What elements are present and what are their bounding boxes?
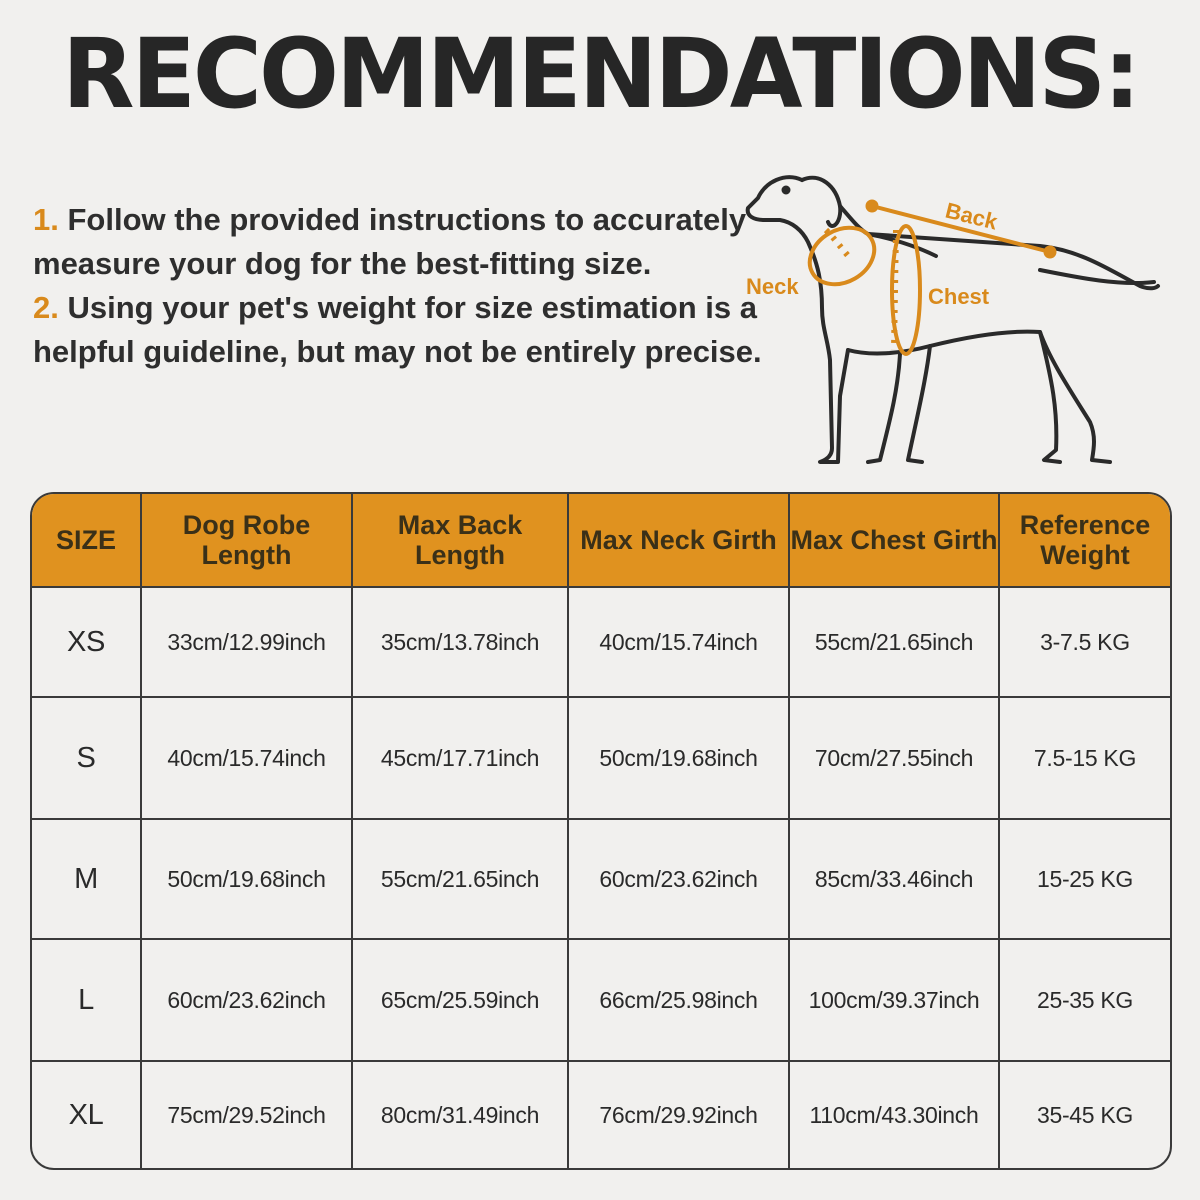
table-row	[32, 940, 1170, 1062]
instruction-2	[33, 286, 793, 374]
header-size: SIZE	[32, 494, 142, 586]
page-title: RECOMMENDATIONS:	[62, 18, 1138, 130]
table-cell: 35cm/13.78inch	[353, 588, 569, 696]
size-cell: XL	[32, 1062, 142, 1168]
size-cell: L	[32, 940, 142, 1060]
size-cell: M	[32, 820, 142, 938]
chest-label: Chest	[928, 284, 990, 309]
table-cell: 40cm/15.74inch	[142, 698, 353, 818]
instruction-text: Using your pet's weight for size estimation is a helpful guideline, but may not be entirely precise.	[33, 290, 762, 369]
header-neck-girth: Max Neck Girth	[569, 494, 790, 586]
table-cell: 3-7.5 KG	[1040, 628, 1130, 655]
dog-measurement-diagram	[740, 160, 1180, 480]
table-row	[32, 588, 1170, 698]
size-chart-table	[30, 492, 1172, 1170]
size-cell: S	[32, 698, 142, 818]
instruction-number: 1.	[33, 202, 59, 237]
table-cell: 60cm/23.62inch	[142, 940, 353, 1060]
table-cell: 33cm/12.99inch	[142, 588, 353, 696]
table-row	[32, 1062, 1170, 1168]
table-cell: 45cm/17.71inch	[353, 698, 569, 818]
table-cell: 65cm/25.59inch	[353, 940, 569, 1060]
neck-measurement	[800, 216, 885, 295]
back-label: Back	[942, 197, 1001, 235]
table-cell: 35-45 KG	[1036, 1101, 1134, 1128]
header-reference-weight: Reference Weight	[1019, 510, 1151, 570]
table-cell: 55cm/21.65inch	[790, 588, 1000, 696]
header-back-length: Max Back Length	[353, 494, 569, 586]
size-cell: XS	[32, 588, 142, 696]
table-cell: 76cm/29.92inch	[569, 1062, 790, 1168]
table-cell: 50cm/19.68inch	[142, 820, 353, 938]
header-robe-length: Dog Robe Length	[142, 494, 353, 586]
table-row	[32, 698, 1170, 820]
table-cell: 60cm/23.62inch	[569, 820, 790, 938]
table-cell: 50cm/19.68inch	[569, 698, 790, 818]
table-cell: 15-25 KG	[1036, 865, 1134, 892]
instruction-1	[33, 198, 793, 286]
neck-label: Neck	[746, 274, 799, 299]
header-chest-girth: Max Chest Girth	[790, 494, 1000, 586]
table-cell: 75cm/29.52inch	[142, 1062, 353, 1168]
table-row	[32, 820, 1170, 940]
table-cell: 66cm/25.98inch	[569, 940, 790, 1060]
table-cell: 85cm/33.46inch	[790, 820, 1000, 938]
table-cell: 40cm/15.74inch	[569, 588, 790, 696]
table-cell: 25-35 KG	[1036, 986, 1134, 1013]
table-cell: 80cm/31.49inch	[353, 1062, 569, 1168]
table-cell: 70cm/27.55inch	[790, 698, 1000, 818]
instruction-number: 2.	[33, 290, 59, 325]
table-cell: 7.5-15 KG	[1033, 744, 1137, 771]
table-cell: 55cm/21.65inch	[353, 820, 569, 938]
table-header-row	[32, 494, 1170, 588]
instruction-text: Follow the provided instructions to accurately measure your dog for the best-fitting size.	[33, 202, 747, 281]
instructions	[33, 198, 793, 374]
table-cell: 100cm/39.37inch	[790, 940, 1000, 1060]
table-cell: 110cm/43.30inch	[790, 1062, 1000, 1168]
